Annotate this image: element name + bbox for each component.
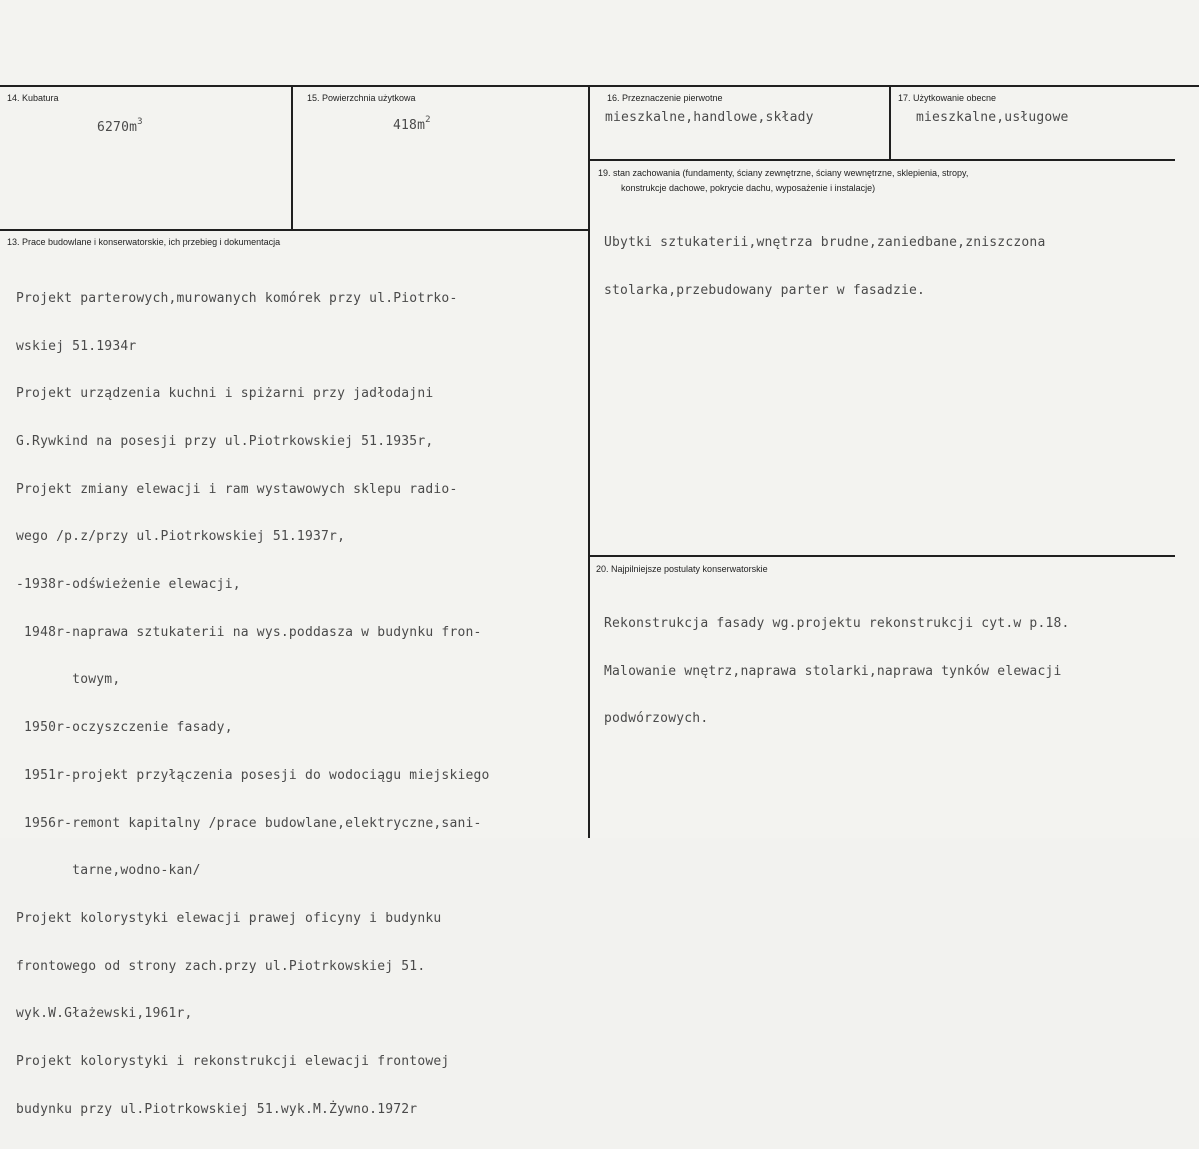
field-13-text xyxy=(16,259,490,1149)
field-13-line: 1951r-projekt przyłączenia posesji do wodociągu miejskiego xyxy=(16,767,490,783)
field-13-line: -1938r-odświeżenie elewacji, xyxy=(16,577,241,593)
rule-left-mid xyxy=(0,229,590,231)
field-13-line: Projekt kolorystyki elewacji prawej oficyny i budynku xyxy=(16,910,442,926)
field-13-line: Projekt zmiany elewacji i ram wystawowych sklepu radio- xyxy=(16,481,458,497)
field-17-label: 17. Użytkowanie obecne xyxy=(898,93,997,103)
field-13-line: wskiej 51.1934r xyxy=(16,338,137,354)
field-19-line: Ubytki sztukaterii,wnętrza brudne,zaniedbane,zniszczona xyxy=(604,234,1046,250)
field-20-line: Malowanie wnętrz,naprawa stolarki,naprawa tynków elewacji xyxy=(604,663,1062,679)
field-13-line: 1950r-oczyszczenie fasady, xyxy=(16,720,233,736)
rule-right-19-20 xyxy=(589,555,1175,557)
field-13-line: budynku przy ul.Piotrkowskiej 51.wyk.M.Żywno.1972r xyxy=(16,1101,418,1117)
field-13-line: frontowego od strony zach.przy ul.Piotrkowskiej 51. xyxy=(16,958,426,974)
field-15-label: 15. Powierzchnia użytkowa xyxy=(307,93,416,103)
field-15-value: $418m^2$ xyxy=(393,115,431,133)
field-13-line: Projekt urządzenia kuchni i spiżarni przy jadłodajni xyxy=(16,386,434,402)
field-20-text xyxy=(604,584,1070,759)
field-13-line: Projekt kolorystyki i rekonstrukcji elewacji frontowej xyxy=(16,1054,450,1070)
field-20-line: Rekonstrukcja fasady wg.projektu rekonstrukcji cyt.w p.18. xyxy=(604,615,1070,631)
field-13-line: 1956r-remont kapitalny /prace budowlane,elektryczne,sani- xyxy=(16,815,482,831)
field-14-value: $6270m^3$ xyxy=(97,117,143,135)
field-13-line: 1948r-naprawa sztukaterii na wys.poddasza w budynku fron- xyxy=(16,624,482,640)
field-17-value: mieszkalne,usługowe xyxy=(916,110,1069,125)
field-16-value: mieszkalne,handlowe,składy xyxy=(605,110,814,125)
field-16-label: 16. Przeznaczenie pierwotne xyxy=(607,93,723,103)
divider-v-1 xyxy=(291,86,293,230)
field-13-line: wyk.W.Głażewski,1961r, xyxy=(16,1006,193,1022)
field-14-label: 14. Kubatura xyxy=(7,93,59,103)
field-19-text xyxy=(604,203,1045,330)
field-13-label: 13. Prace budowlane i konserwatorskie, ich przebieg i dokumentacja xyxy=(7,237,281,247)
field-20-line: podwórzowych. xyxy=(604,711,709,727)
field-13-line: G.Rywkind na posesji przy ul.Piotrkowskiej 51.1935r, xyxy=(16,433,434,449)
divider-v-3 xyxy=(889,86,891,160)
field-19-label-line1: 19. stan zachowania (fundamenty, ściany zewnętrzne, ściany wewnętrzne, sklepienia, stropy, xyxy=(598,168,969,178)
field-19-line: stolarka,przebudowany parter w fasadzie. xyxy=(604,282,926,298)
rule-right-16-17 xyxy=(589,159,1175,161)
field-19-label-line2: konstrukcje dachowe, pokrycie dachu, wyposażenie i instalacje) xyxy=(621,183,876,193)
field-13-line: Projekt parterowych,murowanych komórek przy ul.Piotrko- xyxy=(16,290,458,306)
divider-v-2 xyxy=(588,86,590,838)
top-rule xyxy=(0,85,1199,87)
field-13-line: towym, xyxy=(16,672,121,688)
field-13-line: wego /p.z/przy ul.Piotrkowskiej 51.1937r, xyxy=(16,529,346,545)
field-20-label: 20. Najpilniejsze postulaty konserwatorskie xyxy=(596,564,768,574)
field-13-line: tarne,wodno-kan/ xyxy=(16,863,201,879)
